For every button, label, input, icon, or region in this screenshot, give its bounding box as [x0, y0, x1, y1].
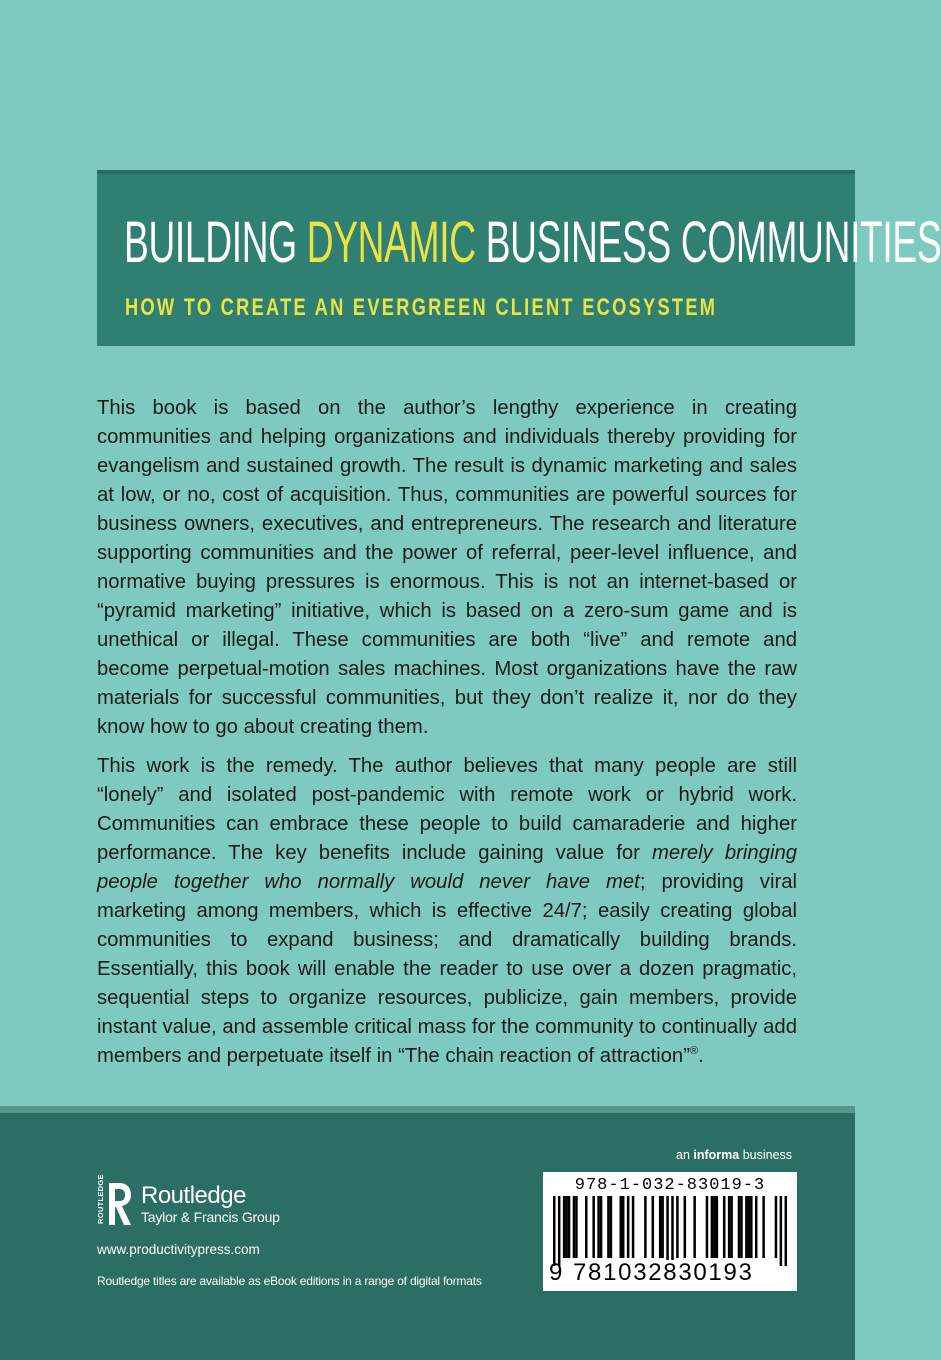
barcode-bar: [563, 1196, 566, 1258]
blurb-p2-start: This work is the remedy. The author believes that many people are still “lonely” and isolated post-pandemic with remote work or hybrid work. Communities can embrace these people to build camaraderie and higher performance. The key benefits include gaining value for: [97, 755, 797, 864]
barcode-bar: [565, 1196, 568, 1258]
barcode-bar: [728, 1196, 731, 1258]
isbn-number: 978-1-032-83019-3: [574, 1176, 766, 1195]
barcode-bar: [558, 1196, 561, 1266]
barcode-bar: [780, 1196, 783, 1266]
barcode-bar: [775, 1196, 778, 1258]
barcode-bar: [706, 1196, 709, 1258]
routledge-r-icon: [96, 1174, 133, 1228]
barcode-bar: [745, 1196, 748, 1258]
ebook-note: Routledge titles are available as eBook editions in a range of digital formats: [97, 1274, 482, 1288]
publisher-website[interactable]: www.productivitypress.com: [97, 1242, 260, 1257]
blurb-p2-rest: ; providing viral marketing among members, which is effective 24/7; easily creating global communities to expand business; and dramatically building brands. Essentially, this book will enable the reader to use over a dozen pragmatic, sequential steps to organize resources, publicize, gain members, provide instant value, and assemble critical mass for the community to continually add members and perpetuate itself in “The chain reaction of attraction”: [97, 871, 797, 1067]
title-band: [97, 170, 941, 346]
barcode-bar: [671, 1196, 674, 1266]
barcode-bar: [622, 1196, 625, 1258]
book-subtitle: HOW TO CREATE AN EVERGREEN CLIENT ECOSYSTEM: [125, 294, 718, 321]
barcode-bar: [632, 1196, 635, 1258]
barcode-bar: [661, 1196, 664, 1258]
barcode-bars: [553, 1196, 787, 1266]
barcode-bar: [568, 1196, 571, 1258]
barcode-bar: [711, 1196, 714, 1258]
registered-mark: ®: [689, 1045, 699, 1058]
barcode-bar: [785, 1196, 788, 1266]
barcode-bar: [600, 1196, 603, 1258]
barcode-bar: [716, 1196, 719, 1258]
barcode-bar: [730, 1196, 733, 1258]
barcode-bar: [748, 1196, 751, 1258]
barcode-bar: [575, 1196, 578, 1258]
barcode-bar: [553, 1196, 556, 1266]
barcode-bar: [607, 1196, 610, 1258]
routledge-logo: [96, 1174, 280, 1228]
barcode-bar: [666, 1196, 669, 1266]
blurb-p2-end: .: [698, 1045, 704, 1067]
title-part-1: BUILDING: [124, 210, 307, 275]
publisher-group: Taylor & Francis Group: [141, 1209, 280, 1225]
title-part-2: BUSINESS COMMUNITIES: [475, 210, 941, 275]
barcode-bar: [627, 1196, 630, 1258]
isbn-barcode: [543, 1172, 797, 1291]
barcode-bar: [620, 1196, 623, 1258]
barcode-bar: [610, 1196, 613, 1258]
barcode-bar: [573, 1196, 576, 1258]
barcode-bar: [585, 1196, 588, 1258]
blurb-paragraph-1: This book is based on the author’s lengthy experience in creating communities and helping organizations and individuals thereby providing for evangelism and sustained growth. The result is dynamic marketing and sales at low, or no, cost of acquisition. Thus, communities are powerful sources for business owners, executives, and entrepreneurs. The research and literature supporting communities and the power of referral, peer-level influence, and normative buying pressures is enormous. This is not an internet-based or “pyramid marketing” initiative, which is based on a zero-sum game and is unethical or illegal. These communities are both “live” and remote and become perpetual-motion sales machines. Most organizations have the raw materials for successful communities, but they don’t realize it, nor do they know how to go about creating them.: [97, 397, 797, 738]
barcode-bar: [684, 1196, 687, 1258]
barcode-bar: [676, 1196, 679, 1258]
barcode-bar: [740, 1196, 743, 1258]
barcode-bar: [762, 1196, 765, 1258]
informa-tagline: an informa business: [676, 1148, 793, 1162]
publisher-name: Routledge: [141, 1182, 246, 1209]
barcode-bar: [644, 1196, 647, 1258]
title-accent-word: DYNAMIC: [306, 210, 476, 275]
barcode-bar: [693, 1196, 696, 1258]
barcode-bar: [750, 1196, 753, 1258]
barcode-bar: [592, 1196, 595, 1258]
barcode-bar: [597, 1196, 600, 1258]
barcode-digits: 9 781032830193: [549, 1259, 754, 1286]
book-title: [124, 212, 941, 274]
back-cover-blurb: [97, 394, 797, 1081]
blurb-paragraph-2: [97, 752, 797, 1071]
barcode-bar: [755, 1196, 758, 1258]
blurb-p2-italic: merely bringing people together who normally would never have met: [97, 842, 798, 893]
barcode-bar: [738, 1196, 741, 1258]
barcode-bar: [659, 1196, 662, 1258]
barcode-bar: [713, 1196, 716, 1258]
barcode-bar: [723, 1196, 726, 1258]
barcode-bar: [652, 1196, 655, 1258]
logo-vertical-text: ROUTLEDGE: [96, 1174, 105, 1224]
